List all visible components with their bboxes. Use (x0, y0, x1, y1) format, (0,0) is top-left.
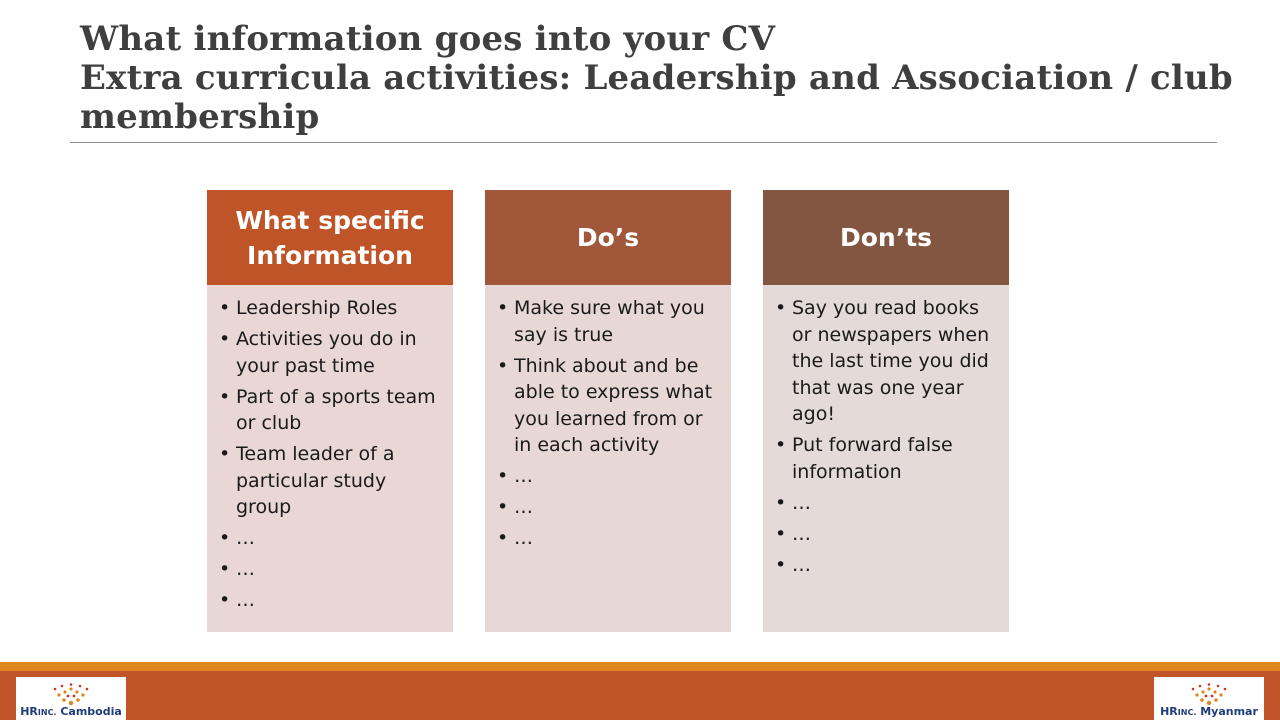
list-item: • Leadership Roles (219, 295, 443, 322)
column-header (207, 190, 453, 285)
logo-text: HRINC. Cambodia (20, 705, 122, 718)
column-heading-line-2: Information (247, 240, 413, 270)
list-item: • Put forward false information (775, 432, 999, 485)
list-item: • … (497, 525, 721, 552)
title-line-3: membership (80, 97, 320, 137)
column-dos (485, 190, 731, 632)
list-item: • Make sure what you say is true (497, 295, 721, 348)
column-heading-line-1: Don’ts (839, 223, 933, 252)
column-what-specific-information (207, 190, 453, 632)
column-body (207, 285, 453, 632)
list-item: • … (775, 521, 999, 548)
logo-text: HRINC. Myanmar (1160, 705, 1258, 718)
column-header (485, 190, 731, 285)
list-item: • … (219, 525, 443, 552)
list-item: • … (497, 494, 721, 521)
list-item: • Say you read books or newspapers when the last time you did that was one year ago! (775, 295, 999, 428)
list-item: • Part of a sports team or club (219, 384, 443, 437)
list-item: • … (497, 463, 721, 490)
list-item: • … (775, 490, 999, 517)
column-body (763, 285, 1009, 632)
title-line-1: What information goes into your CV (80, 19, 776, 59)
list-item: • Activities you do in your past time (219, 326, 443, 379)
sunburst-icon (1189, 683, 1229, 705)
column-heading-line-1: What specific (235, 205, 425, 235)
sunburst-icon (51, 683, 91, 705)
logo-hrinc-cambodia (16, 677, 126, 720)
list-item: • … (219, 556, 443, 583)
list-item: • … (219, 587, 443, 614)
footer-accent-line (0, 662, 1280, 671)
column-heading-line-1: Do’s (576, 223, 640, 252)
title-line-2: Extra curricula activities: Leadership and Association / club (80, 58, 1233, 98)
column-header (763, 190, 1009, 285)
column-body (485, 285, 731, 632)
list-item: • Team leader of a particular study group (219, 441, 443, 521)
footer-bar (0, 671, 1280, 720)
title-divider (70, 142, 1217, 143)
list-item: • … (775, 552, 999, 579)
list-item: • Think about and be able to express what you learned from or in each activity (497, 353, 721, 459)
logo-hrinc-myanmar (1154, 677, 1264, 720)
slide-title (80, 19, 1233, 137)
column-donts (763, 190, 1009, 632)
